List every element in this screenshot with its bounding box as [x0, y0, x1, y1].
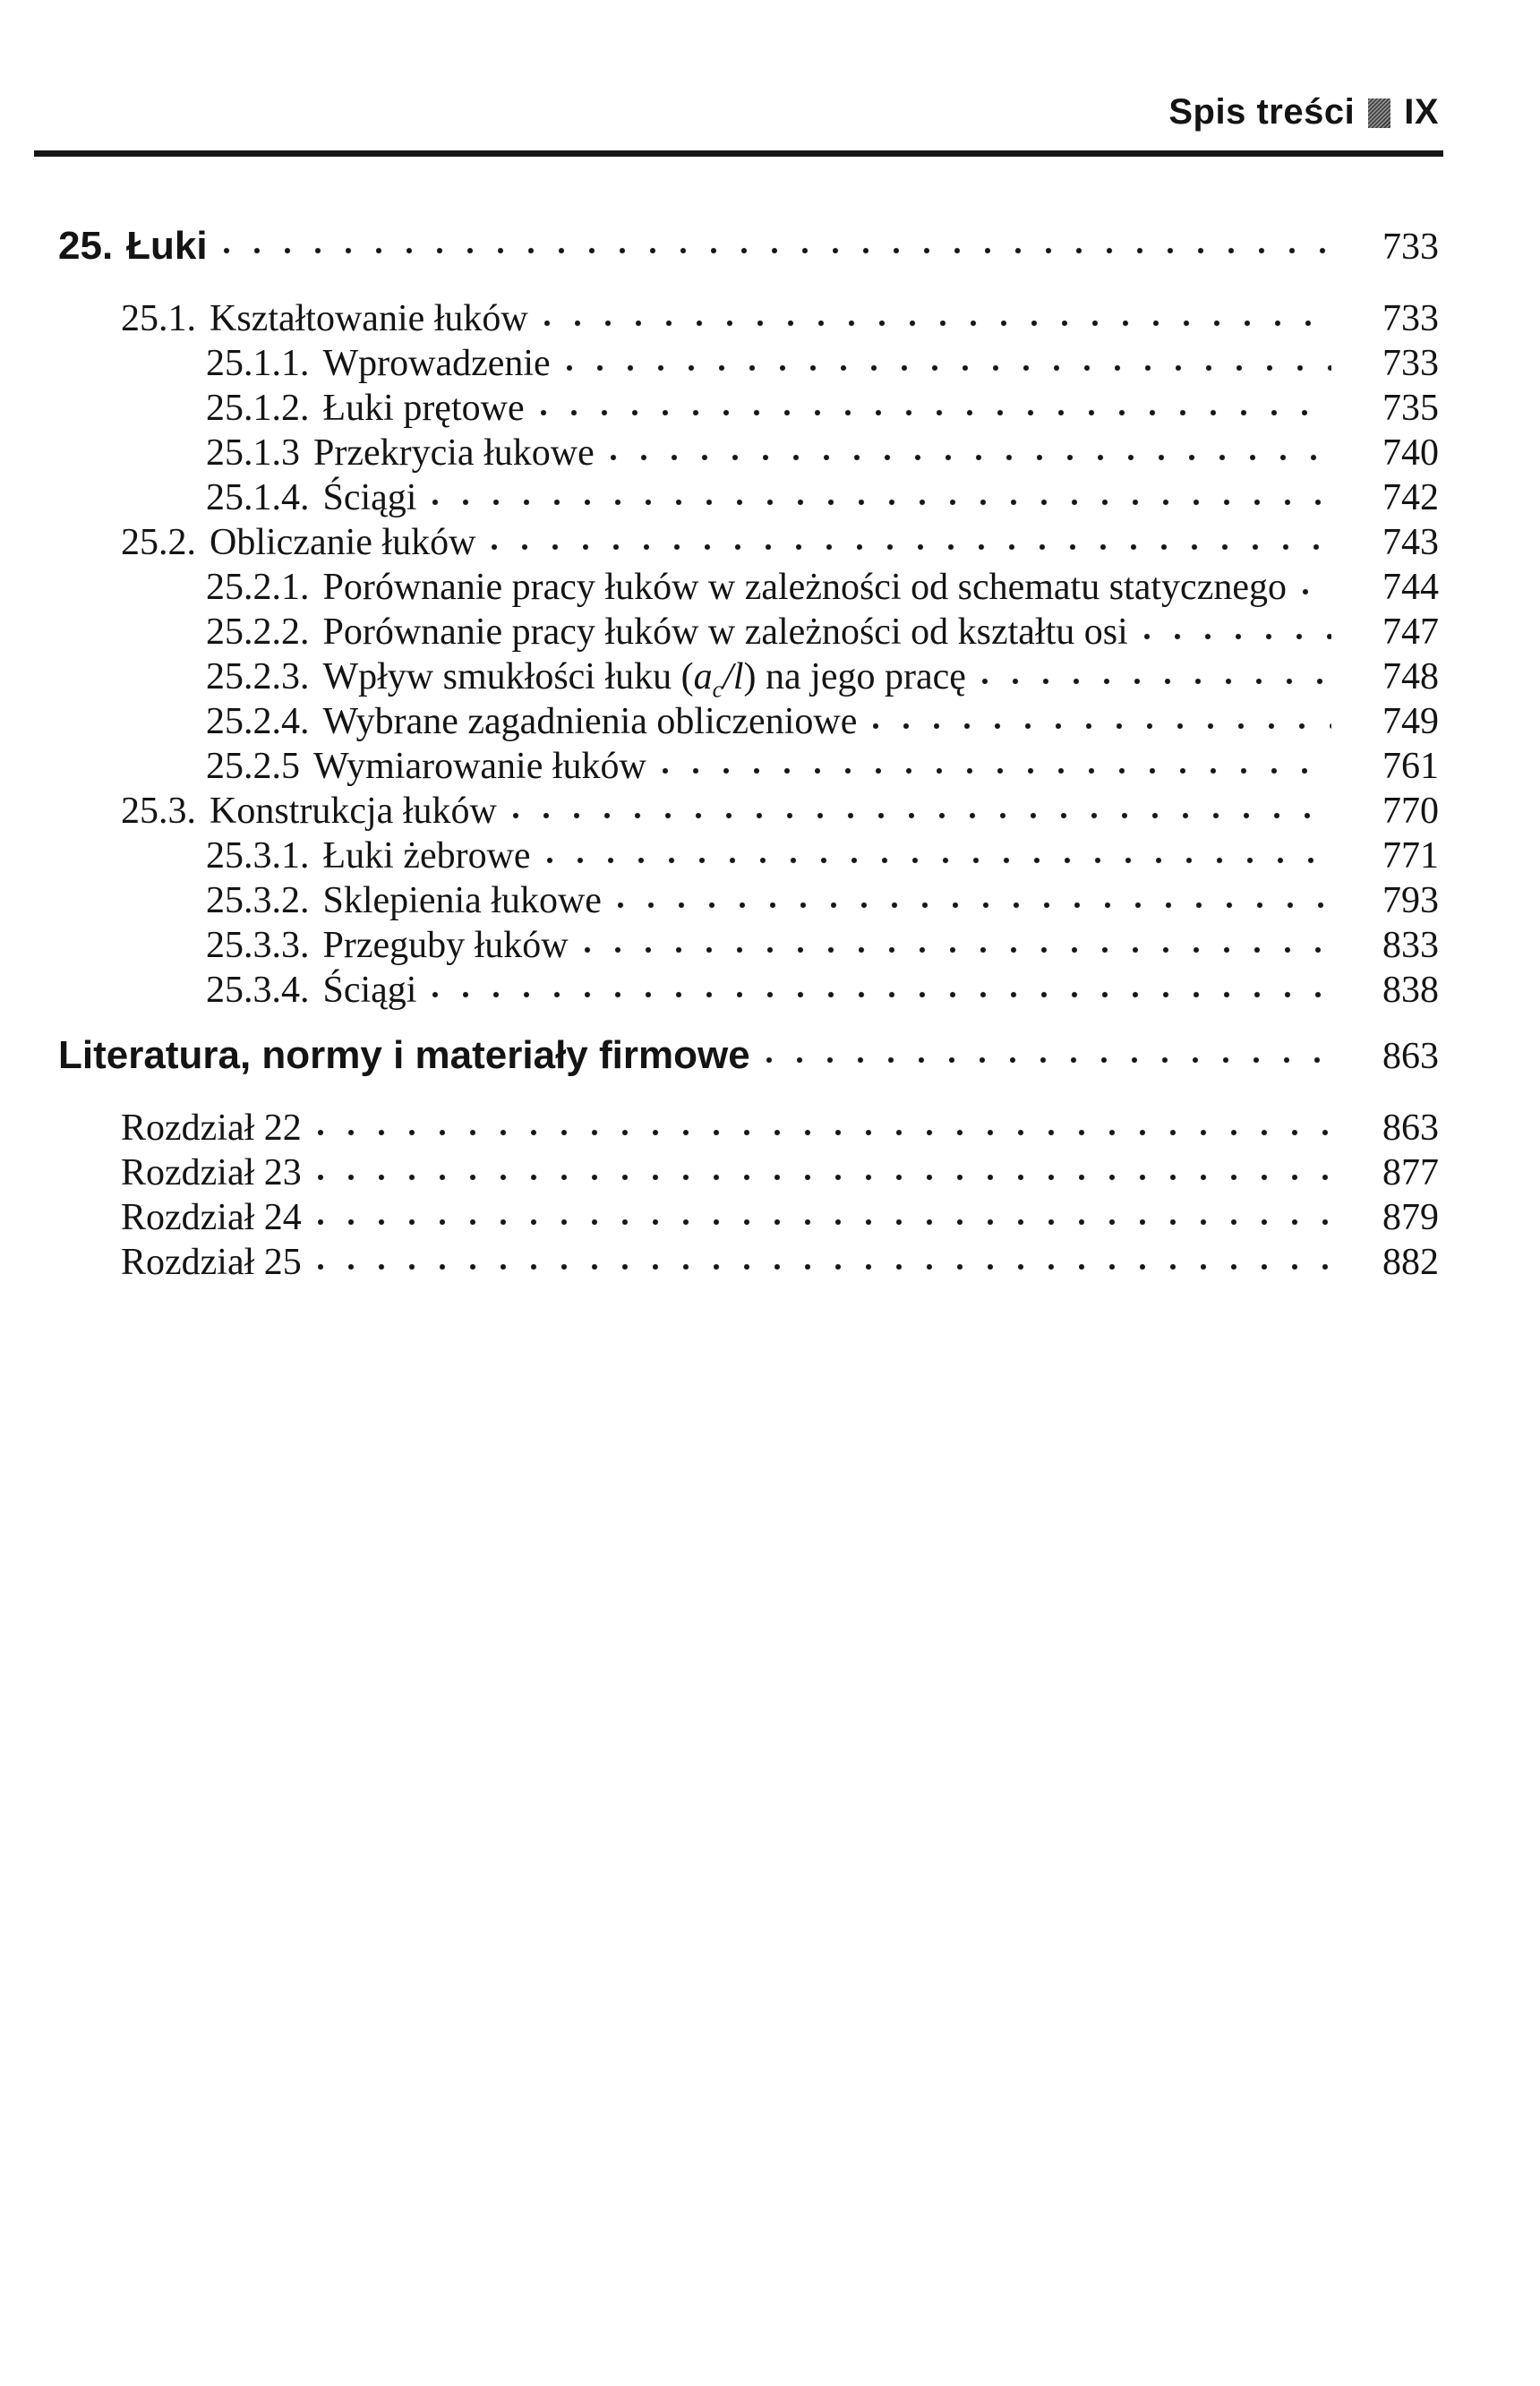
toc-row: [0, 296, 1439, 341]
toc-entry-number: 25.2.2.: [206, 611, 310, 653]
toc-row: [0, 654, 1439, 703]
toc-leader-dots: [220, 246, 1331, 255]
toc-entry-label: Konstrukcja łuków: [210, 791, 497, 832]
toc-leader-dots: [543, 856, 1331, 865]
toc-entry-label: Wpływ smukłości łuku $(a_c/l)$ na jego pracę: [322, 656, 966, 703]
toc-entry-number: 25.3.2.: [206, 880, 310, 921]
toc-entry-number: 25.3.4.: [206, 970, 310, 1011]
toc-page-number: 879: [1382, 1197, 1439, 1238]
toc-entry-label: Obliczanie łuków: [210, 522, 476, 563]
toc-entry-label: Porównanie pracy łuków w zależności od schematu statycznego: [322, 567, 1287, 608]
toc-page-number: 771: [1382, 835, 1439, 877]
toc-row: [0, 431, 1439, 475]
header-divider: [34, 150, 1443, 157]
toc-entry-label: Wybrane zagadnienia obliczeniowe: [322, 701, 858, 742]
toc-leader-dots: [607, 453, 1331, 462]
toc-row: [0, 834, 1439, 878]
toc-row: [0, 224, 1439, 269]
toc-entry-label: Ściągi: [322, 477, 417, 518]
toc-page-number: 838: [1382, 970, 1439, 1011]
toc-entry-number: 25.2.: [121, 522, 196, 563]
toc-row: [0, 968, 1439, 1013]
toc-leader-dots: [563, 363, 1331, 372]
toc-page-number: 863: [1382, 1107, 1439, 1149]
toc-page-number: 761: [1382, 746, 1439, 787]
toc-entry-number: 25.2.5: [206, 746, 300, 787]
toc-entry-label: Wprowadzenie: [322, 343, 551, 384]
toc-leader-dots: [869, 722, 1331, 731]
toc-leader-dots: [1299, 587, 1331, 596]
page-header: [1168, 93, 1439, 131]
toc-row: [0, 1150, 1439, 1195]
toc-page-number: 735: [1382, 388, 1439, 429]
toc-leader-dots: [979, 677, 1331, 686]
toc-list: [0, 203, 1439, 1285]
toc-row: [0, 386, 1439, 431]
toc-entry-label: Wymiarowanie łuków: [313, 746, 646, 787]
toc-leader-dots: [541, 319, 1331, 328]
toc-entry-number: 25.: [58, 224, 114, 268]
toc-row: [0, 565, 1439, 610]
toc-entry-label: Rozdział 23: [121, 1152, 302, 1193]
toc-leader-dots: [314, 1128, 1331, 1137]
toc-page-number: 742: [1382, 477, 1439, 518]
toc-entry-number: 25.1.: [121, 298, 196, 339]
toc-page-number: 882: [1382, 1242, 1439, 1283]
toc-leader-dots: [537, 408, 1331, 417]
toc-entry-label: Rozdział 22: [121, 1107, 302, 1149]
toc-entry-label: Literatura, normy i materiały firmowe: [58, 1033, 750, 1077]
toc-entry-number: 25.1.2.: [206, 388, 310, 429]
toc-row: [0, 520, 1439, 565]
toc-row: [0, 475, 1439, 520]
toc-entry-label: Porównanie pracy łuków w zależności od kształtu osi: [322, 611, 1128, 653]
toc-leader-dots: [429, 498, 1331, 507]
toc-row: [0, 744, 1439, 789]
toc-page-number: 744: [1382, 567, 1439, 608]
toc-leader-dots: [314, 1218, 1331, 1227]
toc-page-number: 749: [1382, 701, 1439, 742]
toc-page-number: 747: [1382, 611, 1439, 653]
toc-leader-dots: [488, 543, 1331, 552]
toc-page-number: 863: [1382, 1036, 1439, 1077]
toc-entry-label: Przekrycia łukowe: [313, 432, 595, 474]
toc-entry-number: 25.1.3: [206, 432, 300, 474]
toc-entry-label: Rozdział 25: [121, 1242, 302, 1283]
toc-entry-label: Sklepienia łukowe: [322, 880, 602, 921]
toc-row: [0, 1240, 1439, 1285]
toc-leader-dots: [763, 1056, 1331, 1065]
header-title: Spis treści: [1168, 92, 1356, 132]
toc-page-number: 743: [1382, 522, 1439, 563]
toc-entry-label: Ściągi: [322, 970, 417, 1011]
toc-entry-label: Łuki: [126, 224, 208, 268]
toc-row: [0, 699, 1439, 744]
toc-entry-number: 25.3.: [121, 791, 196, 832]
toc-row: [0, 341, 1439, 386]
header-page-number: IX: [1404, 92, 1439, 132]
toc-leader-dots: [429, 990, 1331, 999]
toc-leader-dots: [581, 945, 1331, 954]
toc-entry-label: Łuki prętowe: [322, 388, 525, 429]
toc-leader-dots: [659, 766, 1331, 775]
toc-page-number: 770: [1382, 791, 1439, 832]
toc-page-number: 748: [1382, 656, 1439, 697]
toc-entry-number: 25.1.1.: [206, 343, 310, 384]
toc-page-number: 733: [1382, 227, 1439, 268]
toc-row: [0, 1106, 1439, 1150]
toc-entry-label: Rozdział 24: [121, 1197, 302, 1238]
toc-leader-dots: [314, 1173, 1331, 1182]
toc-entry-number: 25.1.4.: [206, 477, 310, 518]
toc-row: [0, 1033, 1439, 1078]
toc-leader-dots: [314, 1262, 1331, 1271]
toc-row: [0, 923, 1439, 968]
section-marker-square: [1368, 98, 1390, 128]
toc-page-number: 877: [1382, 1152, 1439, 1193]
toc-entry-number: 25.2.3.: [206, 656, 310, 697]
toc-entry-label: Przeguby łuków: [322, 925, 569, 966]
toc-page-number: 733: [1382, 343, 1439, 384]
toc-page-number: 793: [1382, 880, 1439, 921]
toc-page-number: 733: [1382, 298, 1439, 339]
toc-entry-number: 25.2.4.: [206, 701, 310, 742]
toc-leader-dots: [1141, 632, 1331, 641]
toc-row: [0, 610, 1439, 654]
toc-entry-number: 25.3.1.: [206, 835, 310, 877]
toc-entry-label: Kształtowanie łuków: [210, 298, 528, 339]
toc-row: [0, 878, 1439, 923]
toc-leader-dots: [614, 901, 1331, 910]
toc-row: [0, 1195, 1439, 1240]
toc-entry-number: 25.3.3.: [206, 925, 310, 966]
toc-page-number: 740: [1382, 432, 1439, 474]
toc-page-number: 833: [1382, 925, 1439, 966]
toc-leader-dots: [509, 811, 1331, 820]
toc-entry-label: Łuki żebrowe: [322, 835, 531, 877]
toc-entry-number: 25.2.1.: [206, 567, 310, 608]
toc-row: [0, 789, 1439, 834]
